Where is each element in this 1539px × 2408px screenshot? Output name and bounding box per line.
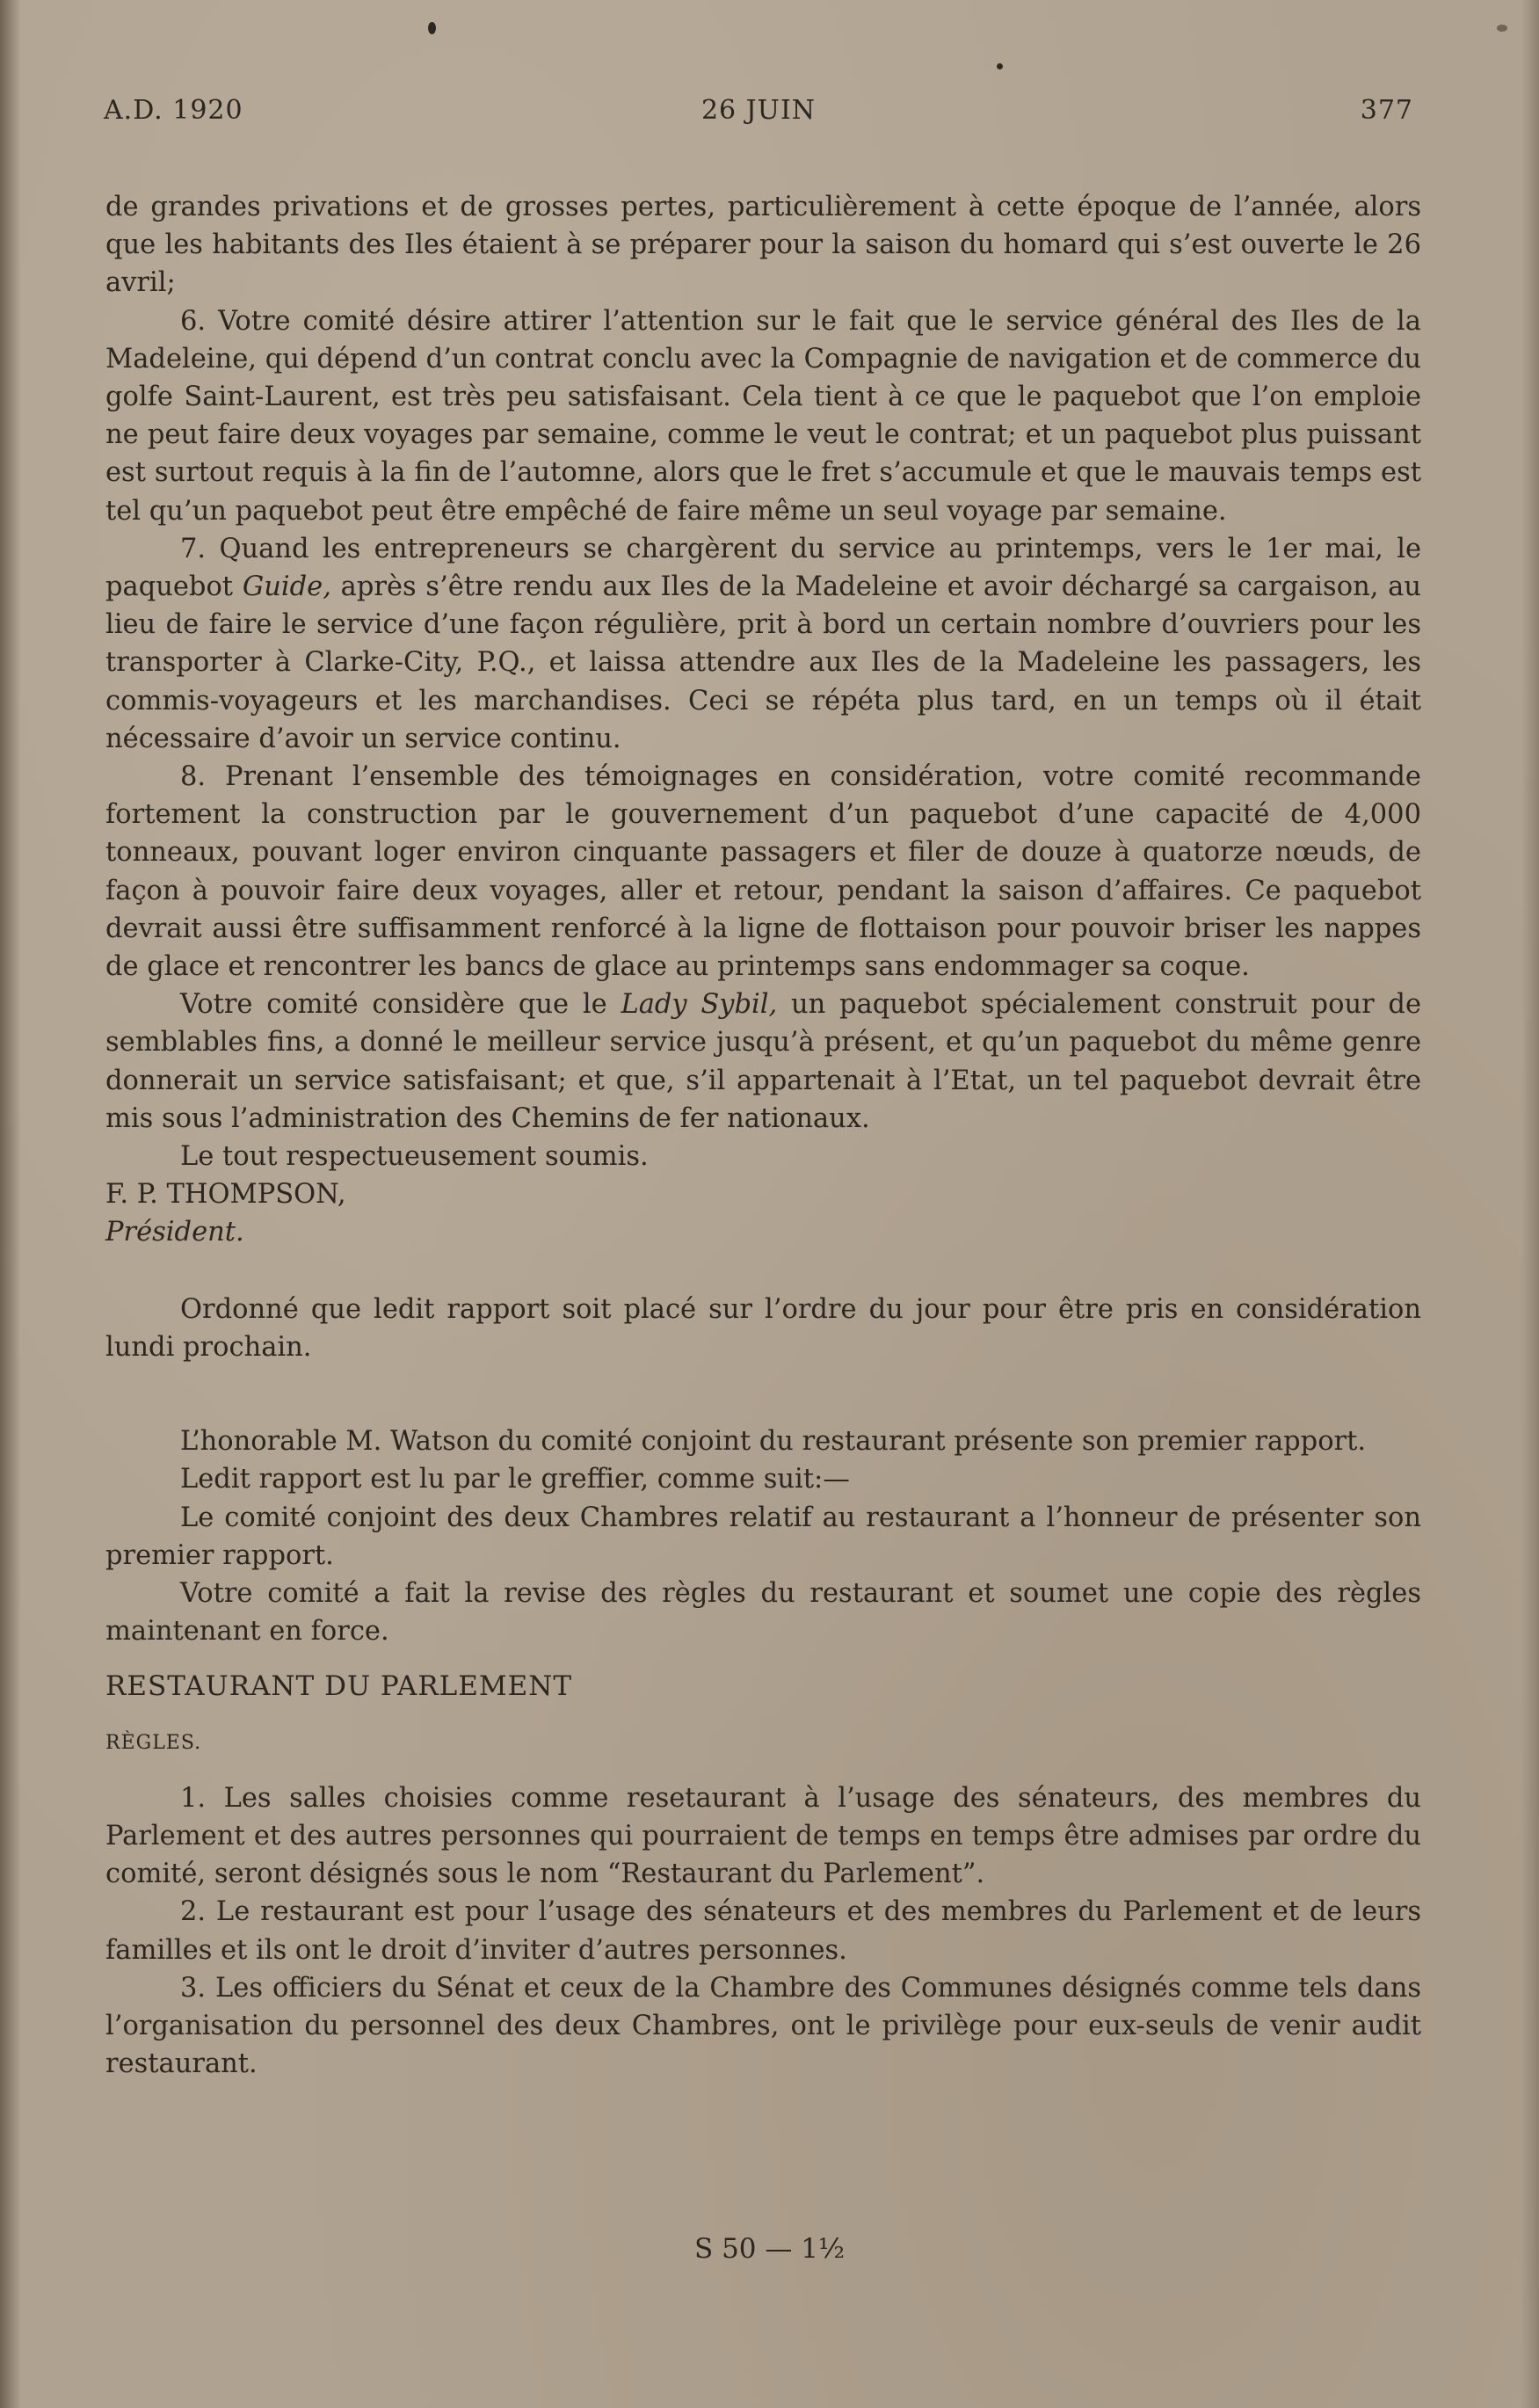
ink-speck — [1497, 25, 1507, 32]
page-edge-shadow-left — [0, 0, 21, 2408]
text-run: après s’être rendu aux Iles de la Madeleine et avoir déchargé sa cargaison, au lieu de faire le service d’une façon régulière, prit à bord un certain nombre d’ouvriers pour les transporter à Clarke-City, P.Q., et laissa attendre aux Iles de la Madeleine les passagers, les commis-voyageurs et les marchandises. Ceci se répéta plus tard, en un temps où il était nécessaire d’avoir un service continu. — [105, 571, 1422, 754]
paragraph-item-7 — [105, 530, 1421, 758]
header-year: A.D. 1920 — [104, 95, 243, 126]
paragraph-continuation: de grandes privations et de grosses pertes, particulièrement à cette époque de l’année, alors que les habitants des Iles étaient à se préparer pour la saison du homard qui s’est ouverte le 26 avril; — [105, 192, 1421, 299]
spacer — [105, 1366, 1421, 1422]
text-run: un paquebot spécialement construit pour de semblables fins, a donné le meilleur service jusqu’à présent, et qu’un paquebot du même genre donnerait un service satisfaisant; et que, s’il appartenait à l’Etat, un tel paquebot devrait être mis sous l’administration des Chemins de fer nationaux. — [105, 989, 1422, 1134]
paragraph-item-8: 8. Prenant l’ensemble des témoignages en considération, votre comité recommande fortement la construction par le gouvernement d’un paquebot d’une capacité de 4,000 tonneaux, pouvant loger environ cinquante passagers et filer de douze à quatorze nœuds, de façon à pouvoir faire deux voyages, aller et retour, pendant la saison d’affaires. Ce paquebot devrait aussi être suffisamment renforcé à la ligne de flottaison pour pouvoir briser les nappes de glace et rencontrer les bancs de glace au printemps sans endommager sa coque. — [105, 761, 1421, 983]
rule-1: 1. Les salles choisies comme resetaurant à l’usage des sénateurs, des membres du Parlement et des autres personnes qui pourraient de temps en temps être admises par ordre du comité, seront désignés sous le nom “Restaurant du Parlement”. — [105, 1782, 1421, 1890]
report-honour: Le comité conjoint des deux Chambres relatif au restaurant a l’honneur de présenter son premier rapport. — [105, 1502, 1421, 1571]
report-revision: Votre comité a fait la revise des règles du restaurant et soumet une copie des règles maintenant en force. — [105, 1577, 1421, 1648]
order-paragraph: Ordonné que ledit rapport soit placé sur l’ordre du jour pour être pris en considération lundi prochain. — [105, 1293, 1421, 1363]
signature-title: Président. — [105, 1217, 244, 1248]
report-read: Ledit rapport est lu par le greffier, comme suit:— — [180, 1464, 850, 1495]
spacer — [105, 1650, 1421, 1668]
paragraph-item-6: 6. Votre comité désire attirer l’attention sur le fait que le service général des Iles de la Madeleine, qui dépend d’un contrat conclu avec la Compagnie de navigation et de commerce du golfe Saint-Laurent, est très peu satisfaisant. Cela tient à ce que le paquebot que l’on emploie ne peut faire deux voyages par semaine, comme le veut le contrat; et un paquebot plus puissant est surtout requis à la fin de l’automne, alors que le fret s’accumule et que le mauvais temps est tel qu’un paquebot peut être empêché de faire même un seul voyage par semaine. — [105, 305, 1421, 527]
report-presentation: L’honorable M. Watson du comité conjoint du restaurant présente son premier rapport. — [180, 1426, 1367, 1458]
main-text — [105, 188, 1421, 2083]
rule-2: 2. Le restaurant est pour l’usage des sénateurs et des membres du Parlement et de leurs familles et ils ont le droit d’inviter d’autres personnes. — [105, 1896, 1421, 1966]
spacer — [105, 1706, 1421, 1724]
section-title: RESTAURANT DU PARLEMENT — [105, 1670, 573, 1703]
ship-name-guide: Guide, — [242, 571, 331, 603]
spacer — [105, 1252, 1421, 1291]
ship-name-lady-sybil: Lady Sybil, — [621, 989, 778, 1021]
text-run: 7. Quand les entrepreneurs se chargèrent du service au printemps, vers le 1er mai, le paquebot — [105, 533, 1421, 603]
ink-speck — [428, 22, 436, 34]
header-date: 26 JUIN — [701, 95, 817, 126]
signature-mark: S 50 — 1½ — [693, 2233, 845, 2265]
running-header — [104, 95, 1413, 135]
page-edge-shadow-right — [1521, 0, 1539, 2408]
paragraph-lady-sybil — [105, 986, 1421, 1138]
text-run: Votre comité considère que le — [180, 989, 607, 1021]
rule-3: 3. Les officiers du Sénat et ceux de la Chambre des Communes désignés comme tels dans l’organisation du personnel des deux Chambres, ont le privilège pour eux-seuls de venir audit restaurant. — [105, 1972, 1421, 2080]
page-number: 377 — [1360, 95, 1413, 126]
closing-line: Le tout respectueusement soumis. — [180, 1141, 649, 1173]
signature-name: F. P. THOMPSON, — [105, 1179, 346, 1211]
section-subtitle: RÈGLES. — [105, 1731, 202, 1754]
ink-speck — [997, 63, 1003, 69]
spacer — [105, 1762, 1421, 1779]
